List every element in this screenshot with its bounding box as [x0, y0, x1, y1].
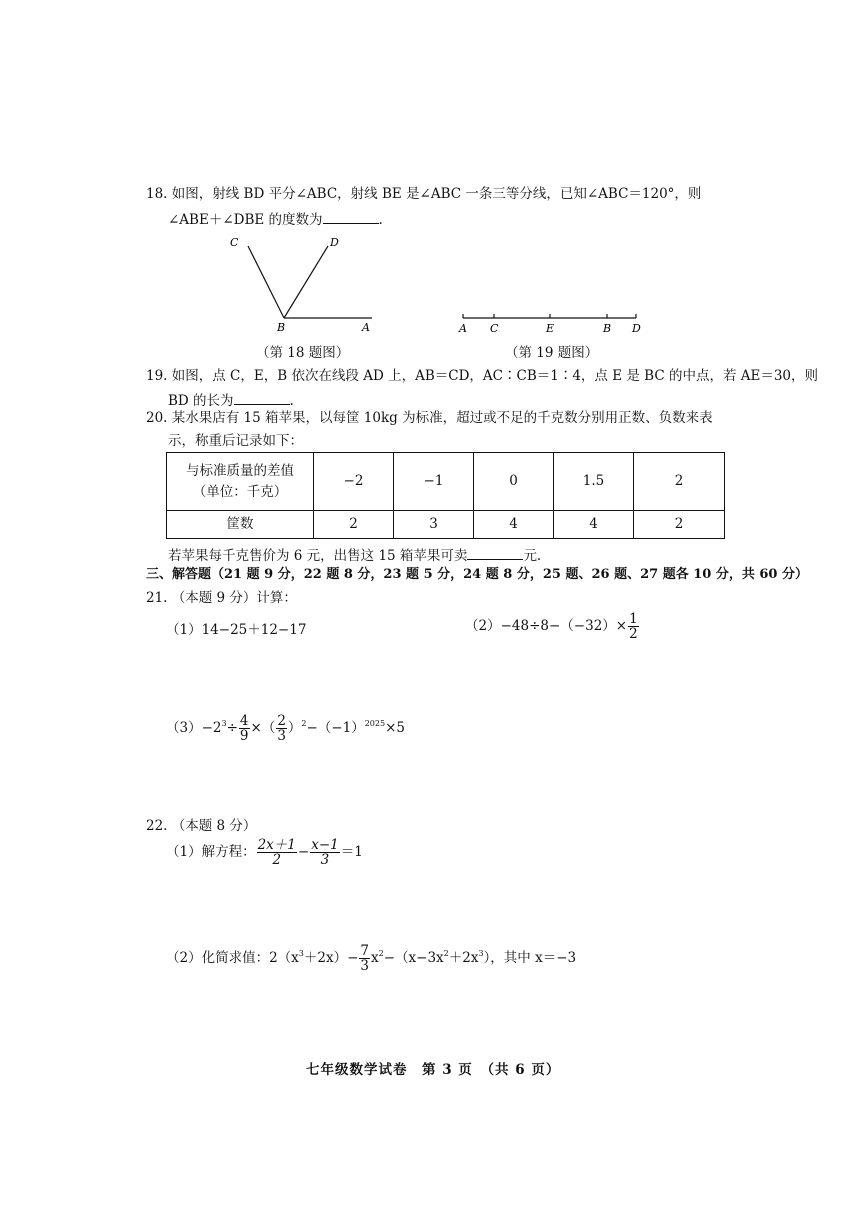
q21-part2	[465, 612, 640, 641]
expr: −（x−3x	[383, 950, 444, 967]
weight-record-table	[166, 452, 725, 539]
expr: ＋2x	[448, 950, 479, 967]
fraction: $\frac{7}{3}$	[360, 943, 369, 975]
table-header-diff	[167, 453, 314, 511]
fraction: $\frac{1}{2}$	[629, 611, 638, 643]
q19-line2	[168, 392, 294, 410]
label-a-19: A	[459, 322, 467, 335]
table-cell: 4	[474, 511, 554, 539]
q20-after	[168, 547, 541, 565]
q20-answer-blank	[467, 547, 523, 560]
fraction: $\frac{4}{9}$	[239, 713, 249, 745]
table-cell: 3	[394, 511, 474, 539]
table-cell: 4	[554, 511, 634, 539]
q22-title: 22. （本题 8 分）	[146, 818, 257, 834]
expr: ），其中 x＝−3	[483, 950, 577, 967]
table-cell: 2	[314, 511, 394, 539]
expr: （3）−2	[166, 720, 222, 737]
exponent: 3	[221, 719, 227, 729]
label-d-19: D	[632, 322, 641, 335]
table-cell: 2	[634, 453, 725, 511]
table-cell: −1	[394, 453, 474, 511]
q21-title: 21. （本题 9 分）计算：	[146, 590, 297, 606]
exponent: 2	[301, 719, 307, 729]
q18-tail: .	[378, 212, 383, 228]
q18-line2	[168, 211, 383, 229]
expr: ＋2x）−	[303, 950, 359, 967]
q22-part1	[166, 838, 363, 867]
expr: （2）化简求值：2（x	[166, 950, 299, 967]
expr: −	[297, 844, 310, 861]
label-a: A	[362, 321, 370, 334]
label-b: B	[277, 321, 286, 334]
expr: −（−1）	[306, 720, 365, 737]
fraction: $\frac{2}{3}$	[277, 713, 286, 745]
figure-18	[220, 232, 390, 337]
section-3-heading: 三、解答题（21 题 9 分，22 题 8 分，23 题 5 分，24 题 8 分，25 题、26 题、27 题各 10 分，共 60 分）	[146, 567, 808, 582]
header-label-1: 与标准质量的差值	[186, 463, 294, 480]
label-c: C	[230, 236, 239, 249]
fraction: $\frac{x-1}{3}$	[311, 837, 339, 869]
q18-answer-blank	[323, 211, 379, 224]
expr: ÷	[226, 720, 238, 737]
ray-bd	[284, 246, 328, 318]
exponent: 3	[298, 949, 304, 959]
expr: ×（	[250, 720, 276, 737]
q21-part3	[166, 714, 405, 743]
table-cell: 2	[634, 511, 725, 539]
exponent: 2	[378, 949, 384, 959]
expr: ）	[287, 720, 302, 737]
q21-part1: （1）14−25＋12−17	[166, 622, 307, 638]
page-footer: 七年级数学试卷 第 3 页 （共 6 页）	[306, 1062, 561, 1078]
table-cell: 1.5	[554, 453, 634, 511]
fig18-caption: （第 18 题图）	[256, 345, 350, 361]
label-e-19: E	[546, 322, 555, 335]
exponent: 2	[443, 949, 449, 959]
q20-after-text: 若苹果每千克售价为 6 元，出售这 15 箱苹果可卖	[168, 548, 468, 564]
label-b-19: B	[603, 322, 612, 335]
fig19-caption: （第 19 题图）	[505, 345, 599, 361]
q22-part2	[166, 944, 576, 973]
expr: （1）解方程：	[166, 844, 256, 861]
q21-part2-expr: （2）−48÷8−（−32）×	[465, 618, 628, 635]
exponent: 3	[478, 949, 484, 959]
table-cell: 0	[474, 453, 554, 511]
q20-line2: 示，称重后记录如下：	[168, 433, 303, 449]
figure-19	[450, 308, 650, 338]
table-row-count	[167, 511, 725, 539]
q20-line1: 20. 某水果店有 15 箱苹果，以每筐 10kg 为标准，超过或不足的千克数分别用正数、负数来表	[146, 410, 713, 426]
table-header-count: 筐数	[167, 511, 314, 539]
q20-after-unit: 元.	[523, 548, 542, 564]
q19-answer-blank	[234, 392, 290, 405]
label-d: D	[330, 236, 339, 249]
q18-line1: 18. 如图，射线 BD 平分∠ABC，射线 BE 是∠ABC 一条三等分线，已知∠ABC＝120°，则	[146, 186, 702, 202]
expr: ×5	[385, 720, 405, 737]
q19-line2-text: BD 的长为	[168, 393, 234, 409]
expr: ＝1	[340, 844, 363, 861]
q19-line1: 19. 如图，点 C，E，B 依次在线段 AD 上，AB＝CD，AC∶CB＝1∶4，点 E 是 BC 的中点，若 AE＝30，则	[146, 368, 819, 384]
fraction: $\frac{2x+1}{2}$	[257, 837, 296, 869]
label-c-19: C	[490, 322, 499, 335]
header-label-2: （单位：千克）	[192, 483, 288, 500]
table-cell: −2	[314, 453, 394, 511]
exponent: 2025	[364, 719, 386, 729]
q19-tail: .	[289, 393, 294, 409]
table-row-diff	[167, 453, 725, 511]
expr: x	[371, 950, 379, 967]
ray-bc	[248, 246, 284, 318]
q18-line2-text: ∠ABE＋∠DBE 的度数为	[168, 212, 323, 228]
